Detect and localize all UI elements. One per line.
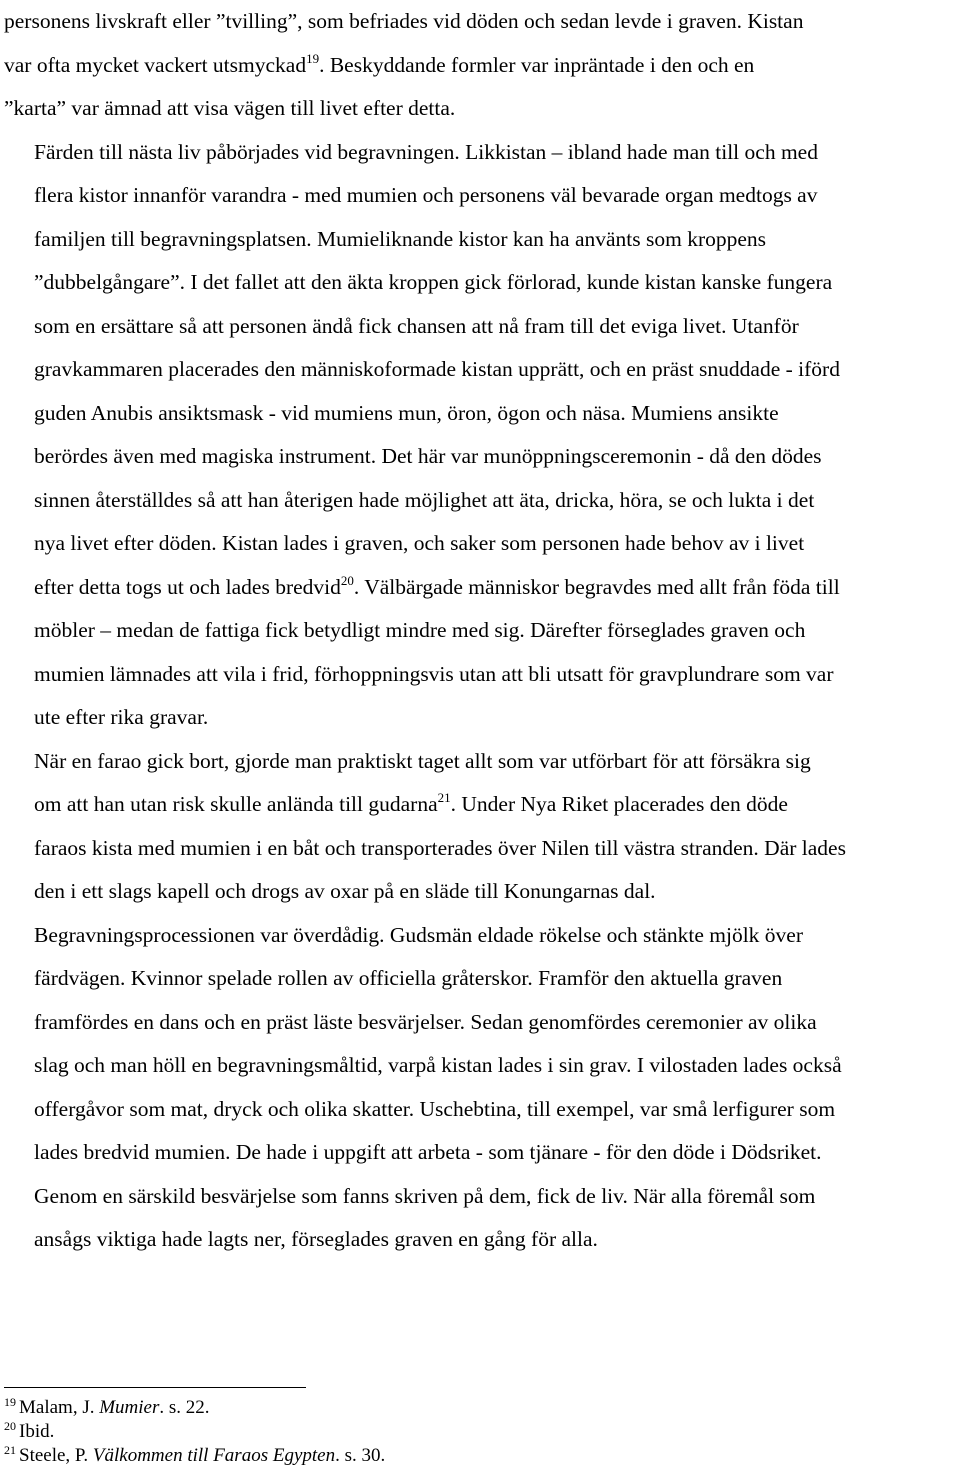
text-segment: faraos kista med mumien i en båt och transporterades över Nilen till västra stranden. Där lades: [34, 835, 846, 860]
text-line: [4, 479, 958, 523]
text-segment: ”dubbelgångare”. I det fallet att den äkta kroppen gick förlorad, kunde kistan kanske fungera: [34, 270, 833, 294]
text-segment: offergåvor som mat, dryck och olika skatter. Uschebtina, till exempel, var små lerfigurer som: [34, 1096, 836, 1121]
text-segment: familjen till begravningsplatsen. Mumieliknande kistor kan ha använts som kroppens: [34, 226, 767, 251]
footnote-21: [4, 1444, 704, 1468]
text-line: [4, 957, 958, 1001]
text-line: [4, 1175, 958, 1219]
text-segment: personens livskraft eller ”tvilling”, som befriades vid döden och sedan levde i graven. Kistan: [4, 9, 804, 33]
text-segment: färdvägen. Kvinnor spelade rollen av officiella gråterskor. Framför den aktuella graven: [34, 966, 783, 990]
footnote-book-title: Mumier: [99, 1397, 160, 1418]
text-line: [4, 740, 958, 784]
footnote-author: Ibid.: [19, 1421, 55, 1442]
text-line: [4, 305, 958, 349]
text-line: [4, 566, 958, 610]
paragraph-1: [4, 0, 958, 131]
text-line: [4, 1088, 958, 1132]
footnote-reference: 19: [306, 50, 320, 66]
text-line: [4, 131, 958, 175]
text-line: [4, 870, 958, 914]
body-text: [4, 0, 958, 1262]
text-line: [4, 348, 958, 392]
footnote-page: . s. 22.: [159, 1397, 210, 1418]
text-line: [4, 174, 958, 218]
text-segment: om att han utan risk skulle anlända till gudarna: [34, 792, 438, 816]
text-segment: Begravningsprocessionen var överdådig. Gudsmän eldade rökelse och stänkte mjölk över: [34, 922, 804, 947]
text-line: [4, 827, 958, 871]
footnote-19: [4, 1396, 704, 1420]
text-line: [4, 435, 958, 479]
paragraph-2: [4, 131, 958, 740]
text-segment: som en ersättare så att personen ändå fick chansen att nå fram till det eviga livet. Utanför: [34, 313, 799, 338]
text-segment: framfördes en dans och en präst läste besvärjelser. Sedan genomfördes ceremonier av olika: [34, 1009, 817, 1034]
footnote-number: 20: [4, 1419, 16, 1433]
text-segment: möbler – medan de fattiga fick betydligt mindre med sig. Därefter förseglades graven och: [34, 618, 806, 642]
text-segment: efter detta togs ut och lades bredvid: [34, 574, 341, 599]
footnote-divider: [4, 1387, 306, 1388]
footnote-reference: 20: [340, 572, 354, 588]
text-segment: nya livet efter döden. Kistan lades i graven, och saker som personen hade behov av i livet: [34, 531, 805, 555]
text-line: [4, 44, 958, 88]
text-segment: berördes även med magiska instrument. Det här var munöppningsceremonin - då den dödes: [34, 444, 822, 468]
text-line: [4, 1044, 958, 1088]
text-segment: Färden till nästa liv påbörjades vid begravningen. Likkistan – ibland hade man till och med: [34, 139, 818, 164]
footnote-author: Malam, J.: [19, 1397, 100, 1418]
text-line: [4, 392, 958, 436]
text-line: [4, 914, 958, 958]
paragraph-3: [4, 740, 958, 1262]
text-segment: ute efter rika gravar.: [34, 705, 209, 729]
text-line: [4, 1001, 958, 1045]
text-line: [4, 609, 958, 653]
text-line: [4, 696, 958, 740]
footnote-book-title: Välkommen till Faraos Egypten: [92, 1445, 336, 1466]
text-segment: ”karta” var ämnad att visa vägen till livet efter detta.: [4, 96, 456, 120]
text-line: [4, 261, 958, 305]
footnote-reference: 21: [437, 790, 451, 805]
text-segment: guden Anubis ansiktsmask - vid mumiens mun, öron, ögon och näsa. Mumiens ansikte: [34, 400, 779, 425]
text-segment: sinnen återställdes så att han återigen hade möjlighet att äta, dricka, höra, se och lukta i det: [34, 487, 815, 512]
text-segment: ansågs viktiga hade lagts ner, förseglades graven en gång för alla.: [34, 1227, 598, 1251]
text-segment: lades bredvid mumien. De hade i uppgift att arbeta - som tjänare - för den döde i Dödsriket.: [34, 1140, 822, 1164]
text-segment: När en farao gick bort, gjorde man praktiskt taget allt som var utförbart för att försäkra sig: [34, 748, 811, 773]
footnote-20: [4, 1420, 704, 1444]
text-line: [4, 783, 958, 827]
footnote-number: 21: [4, 1443, 16, 1457]
text-segment: gravkammaren placerades den människoformade kistan upprätt, och en präst snuddade - iförd: [34, 357, 840, 381]
text-line: [4, 653, 958, 697]
footnote-author: Steele, P.: [19, 1445, 93, 1466]
text-segment: . Beskyddande formler var inpräntade i den och en: [319, 52, 755, 77]
text-line: [4, 1131, 958, 1175]
text-segment: Genom en särskild besvärjelse som fanns skriven på dem, fick de liv. När alla föremål som: [34, 1183, 816, 1208]
footnote-number: 19: [4, 1395, 16, 1409]
text-segment: . Under Nya Riket placerades den döde: [450, 792, 788, 816]
text-segment: var ofta mycket vackert utsmyckad: [4, 52, 307, 77]
text-segment: mumien lämnades att vila i frid, förhoppningsvis utan att bli utsatt för gravplundrare som var: [34, 661, 834, 686]
text-segment: . Välbärgade människor begravdes med allt från föda till: [353, 574, 840, 599]
text-line: [4, 0, 958, 44]
footnotes: [4, 1396, 704, 1468]
text-line: [4, 522, 958, 566]
text-line: [4, 218, 958, 262]
text-segment: flera kistor innanför varandra - med mumien och personens väl bevarade organ medtogs av: [34, 183, 818, 207]
text-line: [4, 87, 958, 131]
footnote-page: . s. 30.: [335, 1445, 386, 1466]
text-line: [4, 1218, 958, 1262]
text-segment: slag och man höll en begravningsmåltid, varpå kistan lades i sin grav. I vilostaden lades också: [34, 1053, 842, 1077]
text-segment: den i ett slags kapell och drogs av oxar på en släde till Konungarnas dal.: [34, 879, 656, 903]
